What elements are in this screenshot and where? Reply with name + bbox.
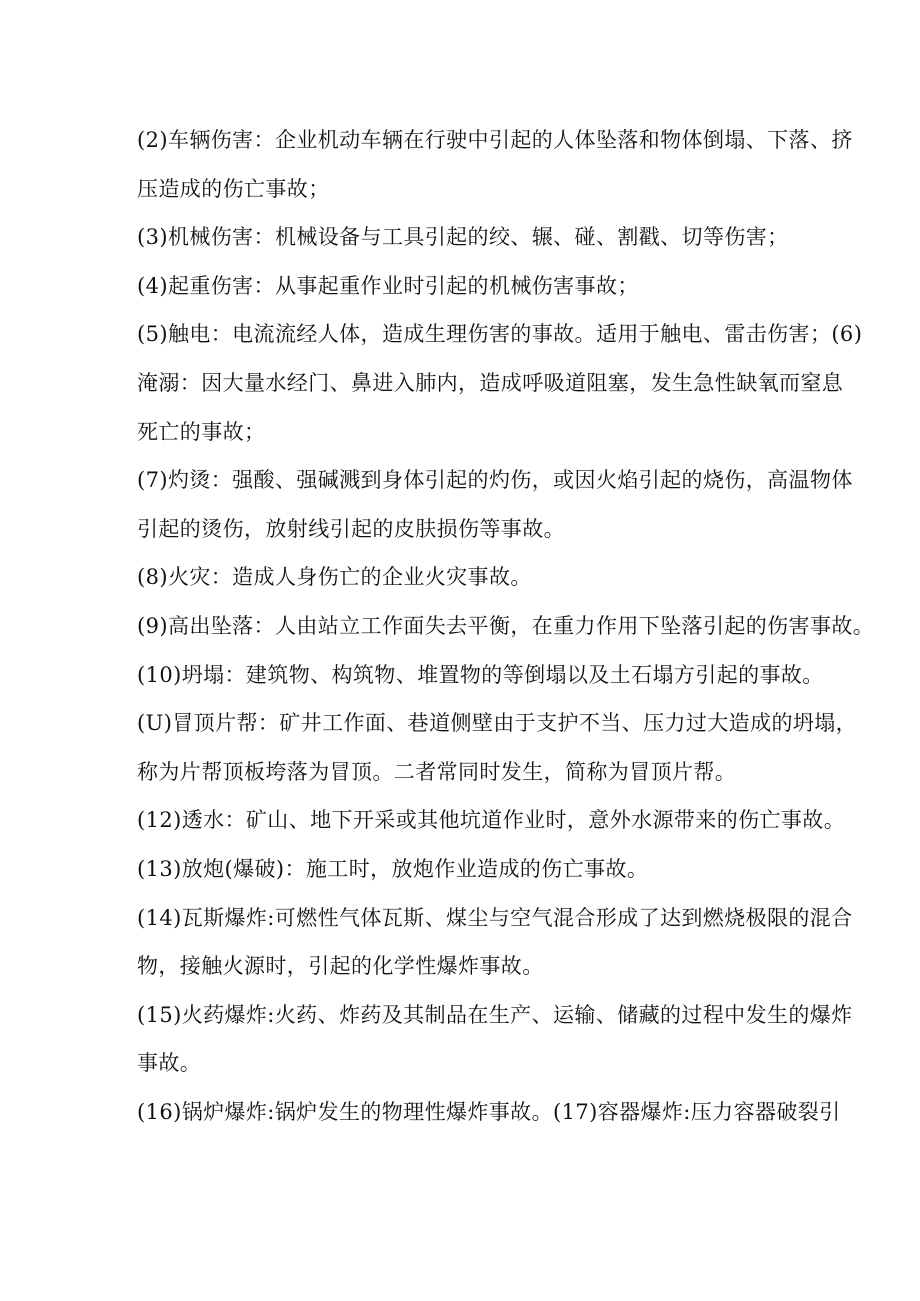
text-line: 压造成的伤亡事故； [137,176,330,201]
text-line: 称为片帮顶板垮落为冒顶。二者常同时发生，简称为冒顶片帮。 [137,759,737,784]
text-line: 死亡的事故； [137,419,266,444]
text-line: (5)触电：电流流经人体，造成生理伤害的事故。适用于触电、雷击伤害；(6) [137,322,863,347]
text-line: (14)瓦斯爆炸:可燃性气体瓦斯、煤尘与空气混合形成了达到燃烧极限的混合 [137,905,853,930]
text-line: (8)火灾：造成人身伤亡的企业火灾事故。 [137,565,532,590]
text-line: (10)坍塌：建筑物、构筑物、堆置物的等倒塌以及土石塌方引起的事故。 [137,662,824,687]
text-line: 物，接触火源时，引起的化学性爆炸事故。 [137,954,544,979]
body-text [137,116,875,1136]
text-line: (4)起重伤害：从事起重作业时引起的机械伤害事故； [137,273,639,298]
text-line: (U)冒顶片帮：矿井工作面、巷道侧壁由于支护不当、压力过大造成的坍塌， [137,711,858,736]
text-line: 事故。 [137,1051,202,1076]
text-line: (16)锅炉爆炸:锅炉发生的物理性爆炸事故。(17)容器爆炸:压力容器破裂引 [137,1099,841,1124]
text-line: 引起的烫伤，放射线引起的皮肤损伤等事故。 [137,516,565,541]
text-line: (15)火药爆炸:火药、炸药及其制品在生产、运输、储藏的过程中发生的爆炸 [137,1002,853,1027]
text-line: 淹溺：因大量水经门、鼻进入肺内，造成呼吸道阻塞，发生急性缺氧而窒息 [137,370,844,395]
text-line: (3)机械伤害：机械设备与工具引起的绞、辗、碰、割戳、切等伤害； [137,225,789,250]
text-line: (13)放炮(爆破)：施工时，放炮作业造成的伤亡事故。 [137,856,649,881]
text-line: (12)透水：矿山、地下开采或其他坑道作业时，意外水源带来的伤亡事故。 [137,808,846,833]
text-line: (9)高出坠落：人由站立工作面失去平衡，在重力作用下坠落引起的伤害事故。 [137,613,875,638]
text-line: (7)灼烫：强酸、强碱溅到身体引起的灼伤，或因火焰引起的烧伤，高温物体 [137,468,853,493]
text-line: (2)车辆伤害：企业机动车辆在行驶中引起的人体坠落和物体倒塌、下落、挤 [137,128,853,152]
